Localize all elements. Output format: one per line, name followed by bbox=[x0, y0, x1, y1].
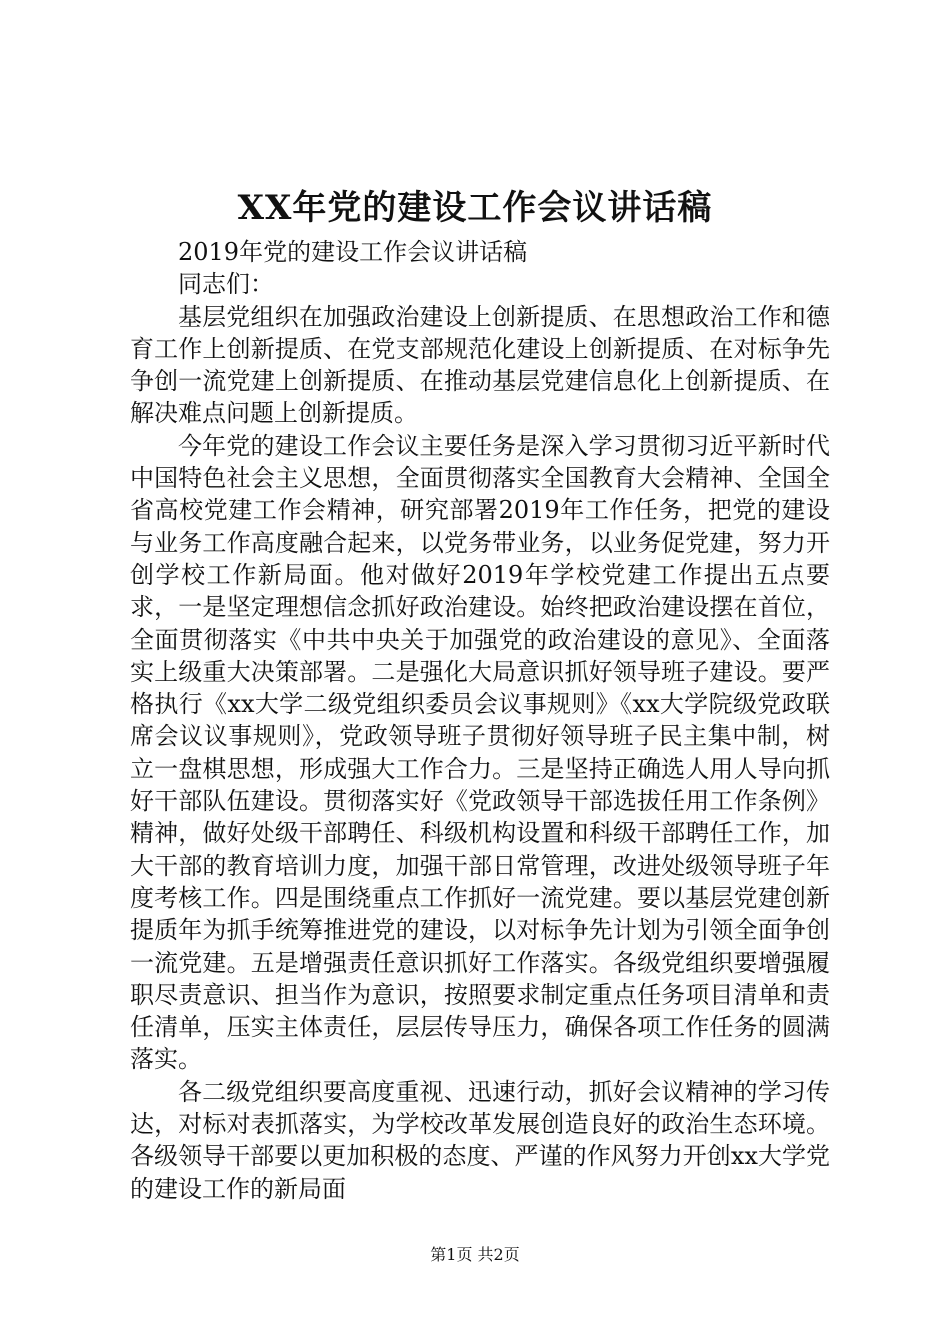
salutation-paragraph: 同志们： bbox=[178, 270, 274, 299]
document-title: XX年党的建设工作会议讲话稿 bbox=[237, 188, 713, 228]
body-paragraph: 今年党的建设工作会议主要任务是深入学习贯彻习近平新时代中国特色社会主义思想，全面贯彻落实全国教育大会精神、全国全省高校党建工作会精神，研究部署2019年工作任务，把党的建设与业务工作高度融合起来，以党务带业务，以业务促党建，努力开创学校工作新局面。他对做好2019年学校党建工作提出五点要求，一是坚定理想信念抓好政治建设。始终把政治建设摆在首位，全面贯彻落实《中共中央关于加强党的政治建设的意见》、全面落实上级重大决策部署。二是强化大局意识抓好领导班子建设。要严格执行《xx大学二级党组织委员会议事规则》《xx大学院级党政联席会议议事规则》，党政领导班子贯彻好领导班子民主集中制，树立一盘棋思想，形成强大工作合力。三是坚持正确选人用人导向抓好干部队伍建设。贯彻落实好《党政领导干部选拔任用工作条例》精神，做好处级干部聘任、科级机构设置和科级干部聘任工作，加大干部的教育培训力度，加强干部日常管理，改进处级领导班子年度考核工作。四是围绕重点工作抓好一流党建。要以基层党建创新提质年为抓手统筹推进党的建设，以对标争先计划为引领全面争创一流党建。五是增强责任意识抓好工作落实。各级党组织要增强履职尽责意识、担当作为意识，按照要求制定重点任务项目清单和责任清单，压实主体责任，层层传导压力，确保各项工作任务的圆满落实。 bbox=[130, 431, 830, 1074]
page-number-footer: 第1页 共2页 bbox=[430, 1245, 520, 1264]
subtitle-paragraph: 2019年党的建设工作会议讲话稿 bbox=[178, 238, 528, 266]
body-paragraph: 基层党组织在加强政治建设上创新提质、在思想政治工作和德育工作上创新提质、在党支部规范化建设上创新提质、在对标争先争创一流党建上创新提质、在推动基层党建信息化上创新提质、在解决难点问题上创新提质。 bbox=[130, 302, 830, 428]
document-body bbox=[130, 236, 830, 1205]
body-paragraph: 各二级党组织要高度重视、迅速行动，抓好会议精神的学习传达，对标对表抓落实，为学校改革发展创造良好的政治生态环境。各级领导干部要以更加积极的态度、严谨的作风努力开创xx大学党的建设工作的新局面 bbox=[130, 1077, 830, 1203]
